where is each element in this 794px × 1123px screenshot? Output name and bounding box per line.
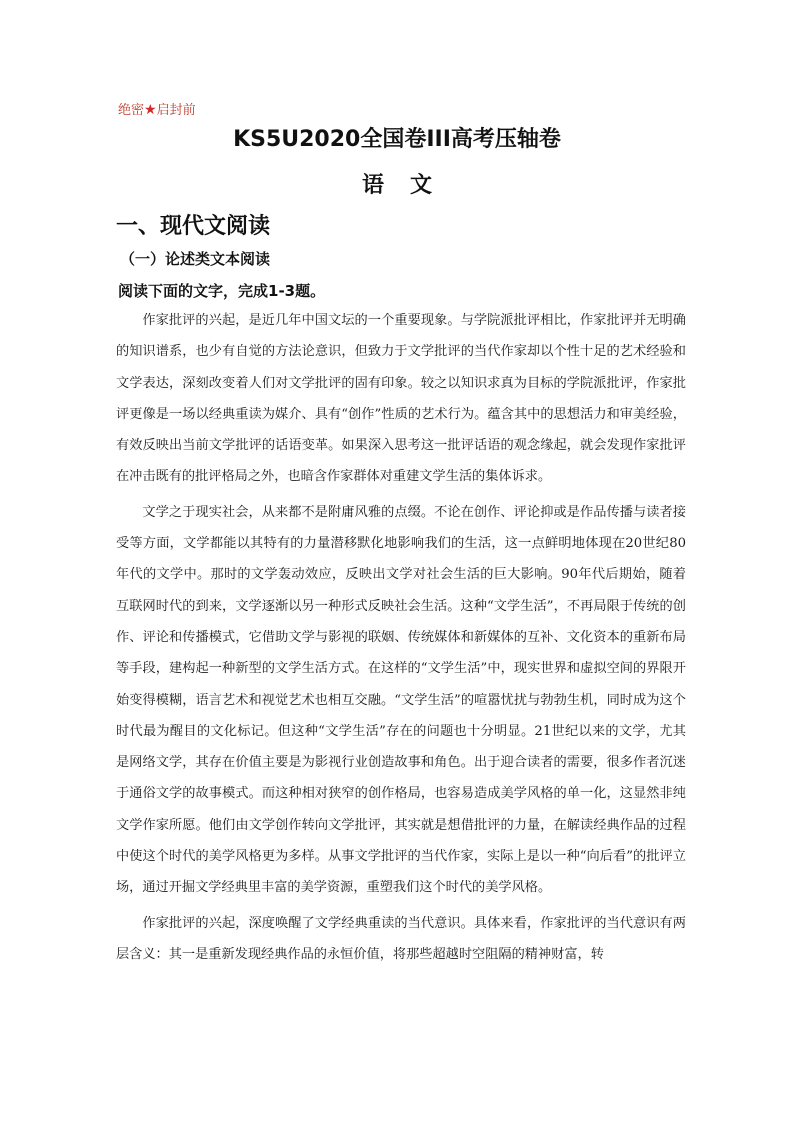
subject-title: 语文	[361, 173, 458, 198]
confidential-label	[118, 99, 196, 118]
star-icon: ★	[144, 102, 157, 118]
paragraph: 文学之于现实社会，从来都不是附庸风雅的点缀。不论在创作、评论抑或是作品传播与读者接受等方面，文学都能以其特有的力量潜移默化地影响我们的生活，这一点鲜明地体现在20世纪80年代的文学中。那时的文学轰动效应，反映出文学对社会生活的巨大影响。90年代后期始，随着互联网时代的到来，文学逐渐以另一种形式反映社会生活。这种“文学生活”，不再局限于传统的创作、评论和传播模式，它借助文学与影视的联姻、传统媒体和新媒体的互补、文化资本的重新布局等手段，建构起一种新型的文学生活方式。在这样的“文学生活”中，现实世界和虚拟空间的界限开始变得模糊，语言艺术和视觉艺术也相互交融。“文学生活”的喧嚣忧扰与勃勃生机，同时成为这个时代最为醒目的文化标记。但这种“文学生活”存在的问题也十分明显。21世纪以来的文学，尤其是网络文学，其存在价值主要是为影视行业创造故事和角色。出于迎合读者的需要，很多作者沉迷于通俗文学的故事模式。而这种相对狭窄的创作格局，也容易造成美学风格的单一化，这显然非纯文学作家所愿。他们由文学创作转向文学批评，其实就是想借批评的力量，在解读经典作品的过程中使这个时代的美学风格更为多样。从事文学批评的当代作家，实际上是以一种“向后看”的批评立场，通过开掘文学经典里丰富的美学资源，重塑我们这个时代的美学风格。	[116, 504, 686, 896]
subsection-heading: （一）论述类文本阅读	[120, 250, 271, 268]
paragraph: 作家批评的兴起，是近几年中国文坛的一个重要现象。与学院派批评相比，作家批评并无明确的知识谱系，也少有自觉的方法论意识，但致力于文学批评的当代作家却以个性十足的艺术经验和文学表达，深刻改变着人们对文学批评的固有印象。较之以知识求真为目标的学院派批评，作家批评更像是一场以经典重读为媒介、具有“创作”性质的艺术行为。蕴含其中的思想活力和审美经验，有效反映出当前文学批评的话语变革。如果深入思考这一批评话语的观念缘起，就会发现作家批评在冲击既有的批评格局之外，也暗含作家群体对重建文学生活的集体诉求。	[116, 313, 686, 485]
reading-instruction: 阅读下面的文字，完成1-3题。	[118, 282, 326, 300]
section-heading: 一、现代文阅读	[116, 214, 271, 239]
paragraph: 作家批评的兴起，深度唤醒了文学经典重读的当代意识。具体来看，作家批评的当代意识有两层含义：其一是重新发现经典作品的永恒价值，将那些超越时空阻隔的精神财富，转	[116, 915, 686, 962]
exam-title: KS5U2020全国卷III高考压轴卷	[233, 127, 561, 152]
confidential-text-after: 启封前	[156, 103, 196, 118]
passage-body	[116, 305, 686, 974]
confidential-text: 绝密	[118, 103, 145, 118]
